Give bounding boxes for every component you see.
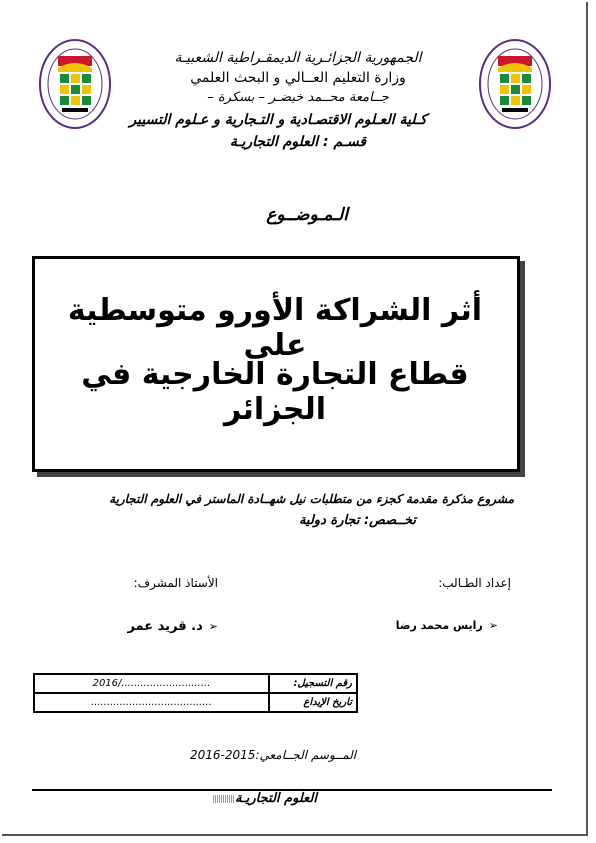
- footer-department: العلوم التجاريـة: [235, 791, 317, 806]
- logo-tile: [82, 74, 91, 83]
- footer-pattern-icon: [213, 795, 235, 803]
- deposit-date-value: ......................................: [34, 693, 269, 712]
- logo-tile: [500, 74, 509, 83]
- subject-label: الـمـوضــوع: [266, 205, 348, 225]
- logo-tile: [511, 85, 520, 94]
- student-name: رايس محمد رضا: [395, 619, 483, 632]
- ministry-name: وزارة التعليم العــالي و البحث العلمي: [190, 70, 406, 86]
- logo-tile: [500, 85, 509, 94]
- supervisor-name: د. قريد عمر: [127, 619, 203, 634]
- table-row: [34, 693, 357, 712]
- registration-number-label: رقم التسجيل:: [269, 674, 357, 693]
- logo-base: [502, 108, 528, 112]
- student-name-entry: [396, 619, 498, 632]
- arrow-bullet-icon: ➢: [488, 619, 498, 632]
- logo-tile: [82, 85, 91, 94]
- project-description: مشروع مذكرة مقدمة كجزء من متطلبات نيل شهــادة الماستر في العلوم التجارية: [109, 492, 514, 506]
- logo-tile: [522, 85, 531, 94]
- republic-name: الجمهورية الجزائـرية الديمقـراطية الشعبيـة: [174, 50, 422, 66]
- arrow-bullet-icon: ➢: [208, 620, 218, 633]
- logo-tile: [71, 74, 80, 83]
- logo-tile: [60, 85, 69, 94]
- deposit-date-label: تاريخ الإيداع: [269, 693, 357, 712]
- university-logo-right: [478, 38, 552, 130]
- prepared-by-label: إعداد الطـالب:: [438, 576, 511, 590]
- academic-season: المــوسم الجــامعي:2015-2016: [190, 748, 357, 762]
- university-name: جــامعة محــمد خيضـر – بسكرة –: [207, 90, 389, 105]
- logo-tile: [511, 74, 520, 83]
- supervisor-label: الأستاذ المشرف:: [133, 576, 218, 590]
- logo-base: [62, 108, 88, 112]
- logo-ring: [480, 40, 550, 128]
- thesis-title-line-2: قطاع التجارة الخارجية في الجزائر: [81, 357, 469, 427]
- logo-tile: [511, 96, 520, 105]
- footer: [210, 791, 317, 806]
- logo-tile: [522, 74, 531, 83]
- logo-tile: [71, 85, 80, 94]
- registration-table: [33, 673, 358, 713]
- specialty: تخــصص: تجارة دولية: [298, 513, 416, 528]
- thesis-title-line-1: أثر الشراكة الأورو متوسطية على: [67, 293, 483, 363]
- logo-tile: [522, 96, 531, 105]
- logo-tile: [71, 96, 80, 105]
- department-name: قسـم : العلوم التجاريـة: [229, 134, 367, 150]
- supervisor-name-entry: [127, 619, 218, 634]
- logo-tile: [60, 96, 69, 105]
- logo-tile: [500, 96, 509, 105]
- logo-tile: [60, 74, 69, 83]
- faculty-name: كـلية العـلوم الاقتصـادية و التـجارية و عـلوم التسيير: [129, 112, 427, 128]
- registration-number-value: 2016/............................: [34, 674, 269, 693]
- logo-tile: [82, 96, 91, 105]
- table-row: [34, 674, 357, 693]
